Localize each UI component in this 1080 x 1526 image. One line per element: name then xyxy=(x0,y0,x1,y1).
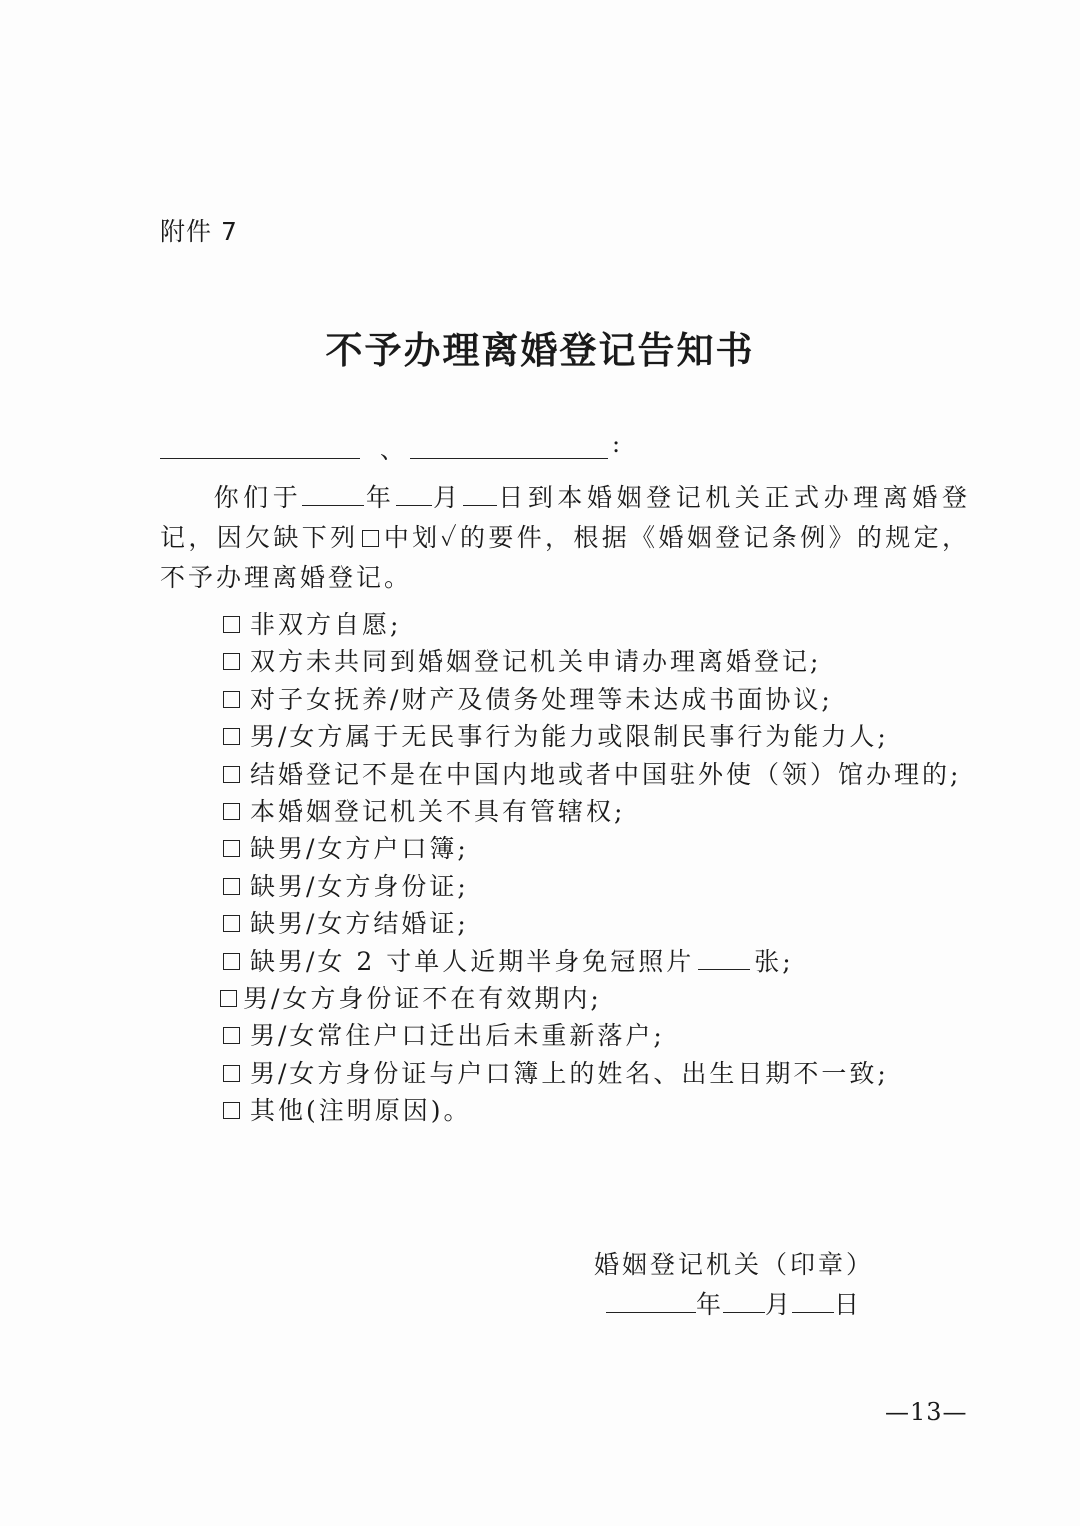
addressee-blank-1[interactable] xyxy=(160,458,360,459)
addressee-line xyxy=(160,430,640,464)
checkbox-icon[interactable] xyxy=(223,728,240,745)
document-title: 不予办理离婚登记告知书 xyxy=(325,328,755,372)
photo-count-blank[interactable] xyxy=(698,947,750,970)
list-item: 男/女方身份证与户口簿上的姓名、出生日期不一致; xyxy=(220,1055,980,1092)
list-item: 结婚登记不是在中国内地或者中国驻外使（领）馆办理的; xyxy=(220,756,980,793)
intro-paragraph xyxy=(160,478,970,598)
year-blank[interactable] xyxy=(302,483,364,506)
checkbox-icon[interactable] xyxy=(223,691,240,708)
page-number: —13— xyxy=(885,1398,968,1426)
addressee-blank-2[interactable] xyxy=(410,458,608,459)
list-item: 男/女方属于无民事行为能力或限制民事行为能力人; xyxy=(220,718,980,755)
reason-list xyxy=(220,606,980,1130)
checkbox-icon[interactable] xyxy=(223,878,240,895)
checkbox-icon[interactable] xyxy=(223,653,240,670)
intro-part2: 中划✓的要件，根据《婚姻登记条例》的规定，不予办理离婚登记。 xyxy=(160,523,970,592)
attachment-label: 附件 7 xyxy=(160,217,238,246)
list-item: 非双方自愿; xyxy=(220,606,980,643)
checkbox-icon[interactable] xyxy=(223,953,240,970)
checkbox-icon[interactable] xyxy=(223,616,240,633)
checkbox-icon[interactable] xyxy=(223,915,240,932)
list-item: 其他(注明原因)。 xyxy=(220,1092,980,1129)
addressee-separator: 、 xyxy=(380,436,404,464)
checkbox-icon[interactable] xyxy=(223,803,240,820)
list-item: 对子女抚养/财产及债务处理等未达成书面协议; xyxy=(220,681,980,718)
checkbox-icon[interactable] xyxy=(223,1027,240,1044)
intro-month: 月 xyxy=(431,483,463,512)
list-item: 缺男/女方户口簿; xyxy=(220,830,980,867)
checkbox-icon xyxy=(362,530,379,547)
intro-year: 年 xyxy=(364,483,396,512)
checkbox-icon[interactable] xyxy=(223,1065,240,1082)
list-item: 缺男/女 2 寸单人近期半身免冠照片 张; xyxy=(220,943,980,980)
list-item: 双方未共同到婚姻登记机关申请办理离婚登记; xyxy=(220,643,980,680)
day-blank[interactable] xyxy=(463,483,497,506)
month-blank[interactable] xyxy=(396,483,432,506)
sig-day-blank[interactable] xyxy=(792,1290,834,1313)
checkbox-icon[interactable] xyxy=(223,840,240,857)
intro-part1: 你们于 xyxy=(212,483,303,512)
checkbox-icon[interactable] xyxy=(220,990,237,1007)
checkbox-icon[interactable] xyxy=(223,1102,240,1119)
list-item: 男/女常住户口迁出后未重新落户; xyxy=(220,1017,980,1054)
list-item: 缺男/女方结婚证; xyxy=(220,905,980,942)
checkbox-icon[interactable] xyxy=(223,766,240,783)
list-item: 缺男/女方身份证; xyxy=(220,868,980,905)
list-item: 本婚姻登记机关不具有管辖权; xyxy=(220,793,980,830)
sig-year-blank[interactable] xyxy=(606,1290,696,1313)
sig-month-blank[interactable] xyxy=(723,1290,765,1313)
intro-day: 日到本婚姻登记机关正式办理离婚登记，因欠缺下列 xyxy=(160,483,970,552)
signature-date: 年 月 日 xyxy=(606,1285,861,1325)
addressee-colon: : xyxy=(612,430,621,458)
list-item: 男/女方身份证不在有效期内; xyxy=(220,980,980,1017)
authority-seal-label: 婚姻登记机关（印章） xyxy=(594,1250,875,1279)
